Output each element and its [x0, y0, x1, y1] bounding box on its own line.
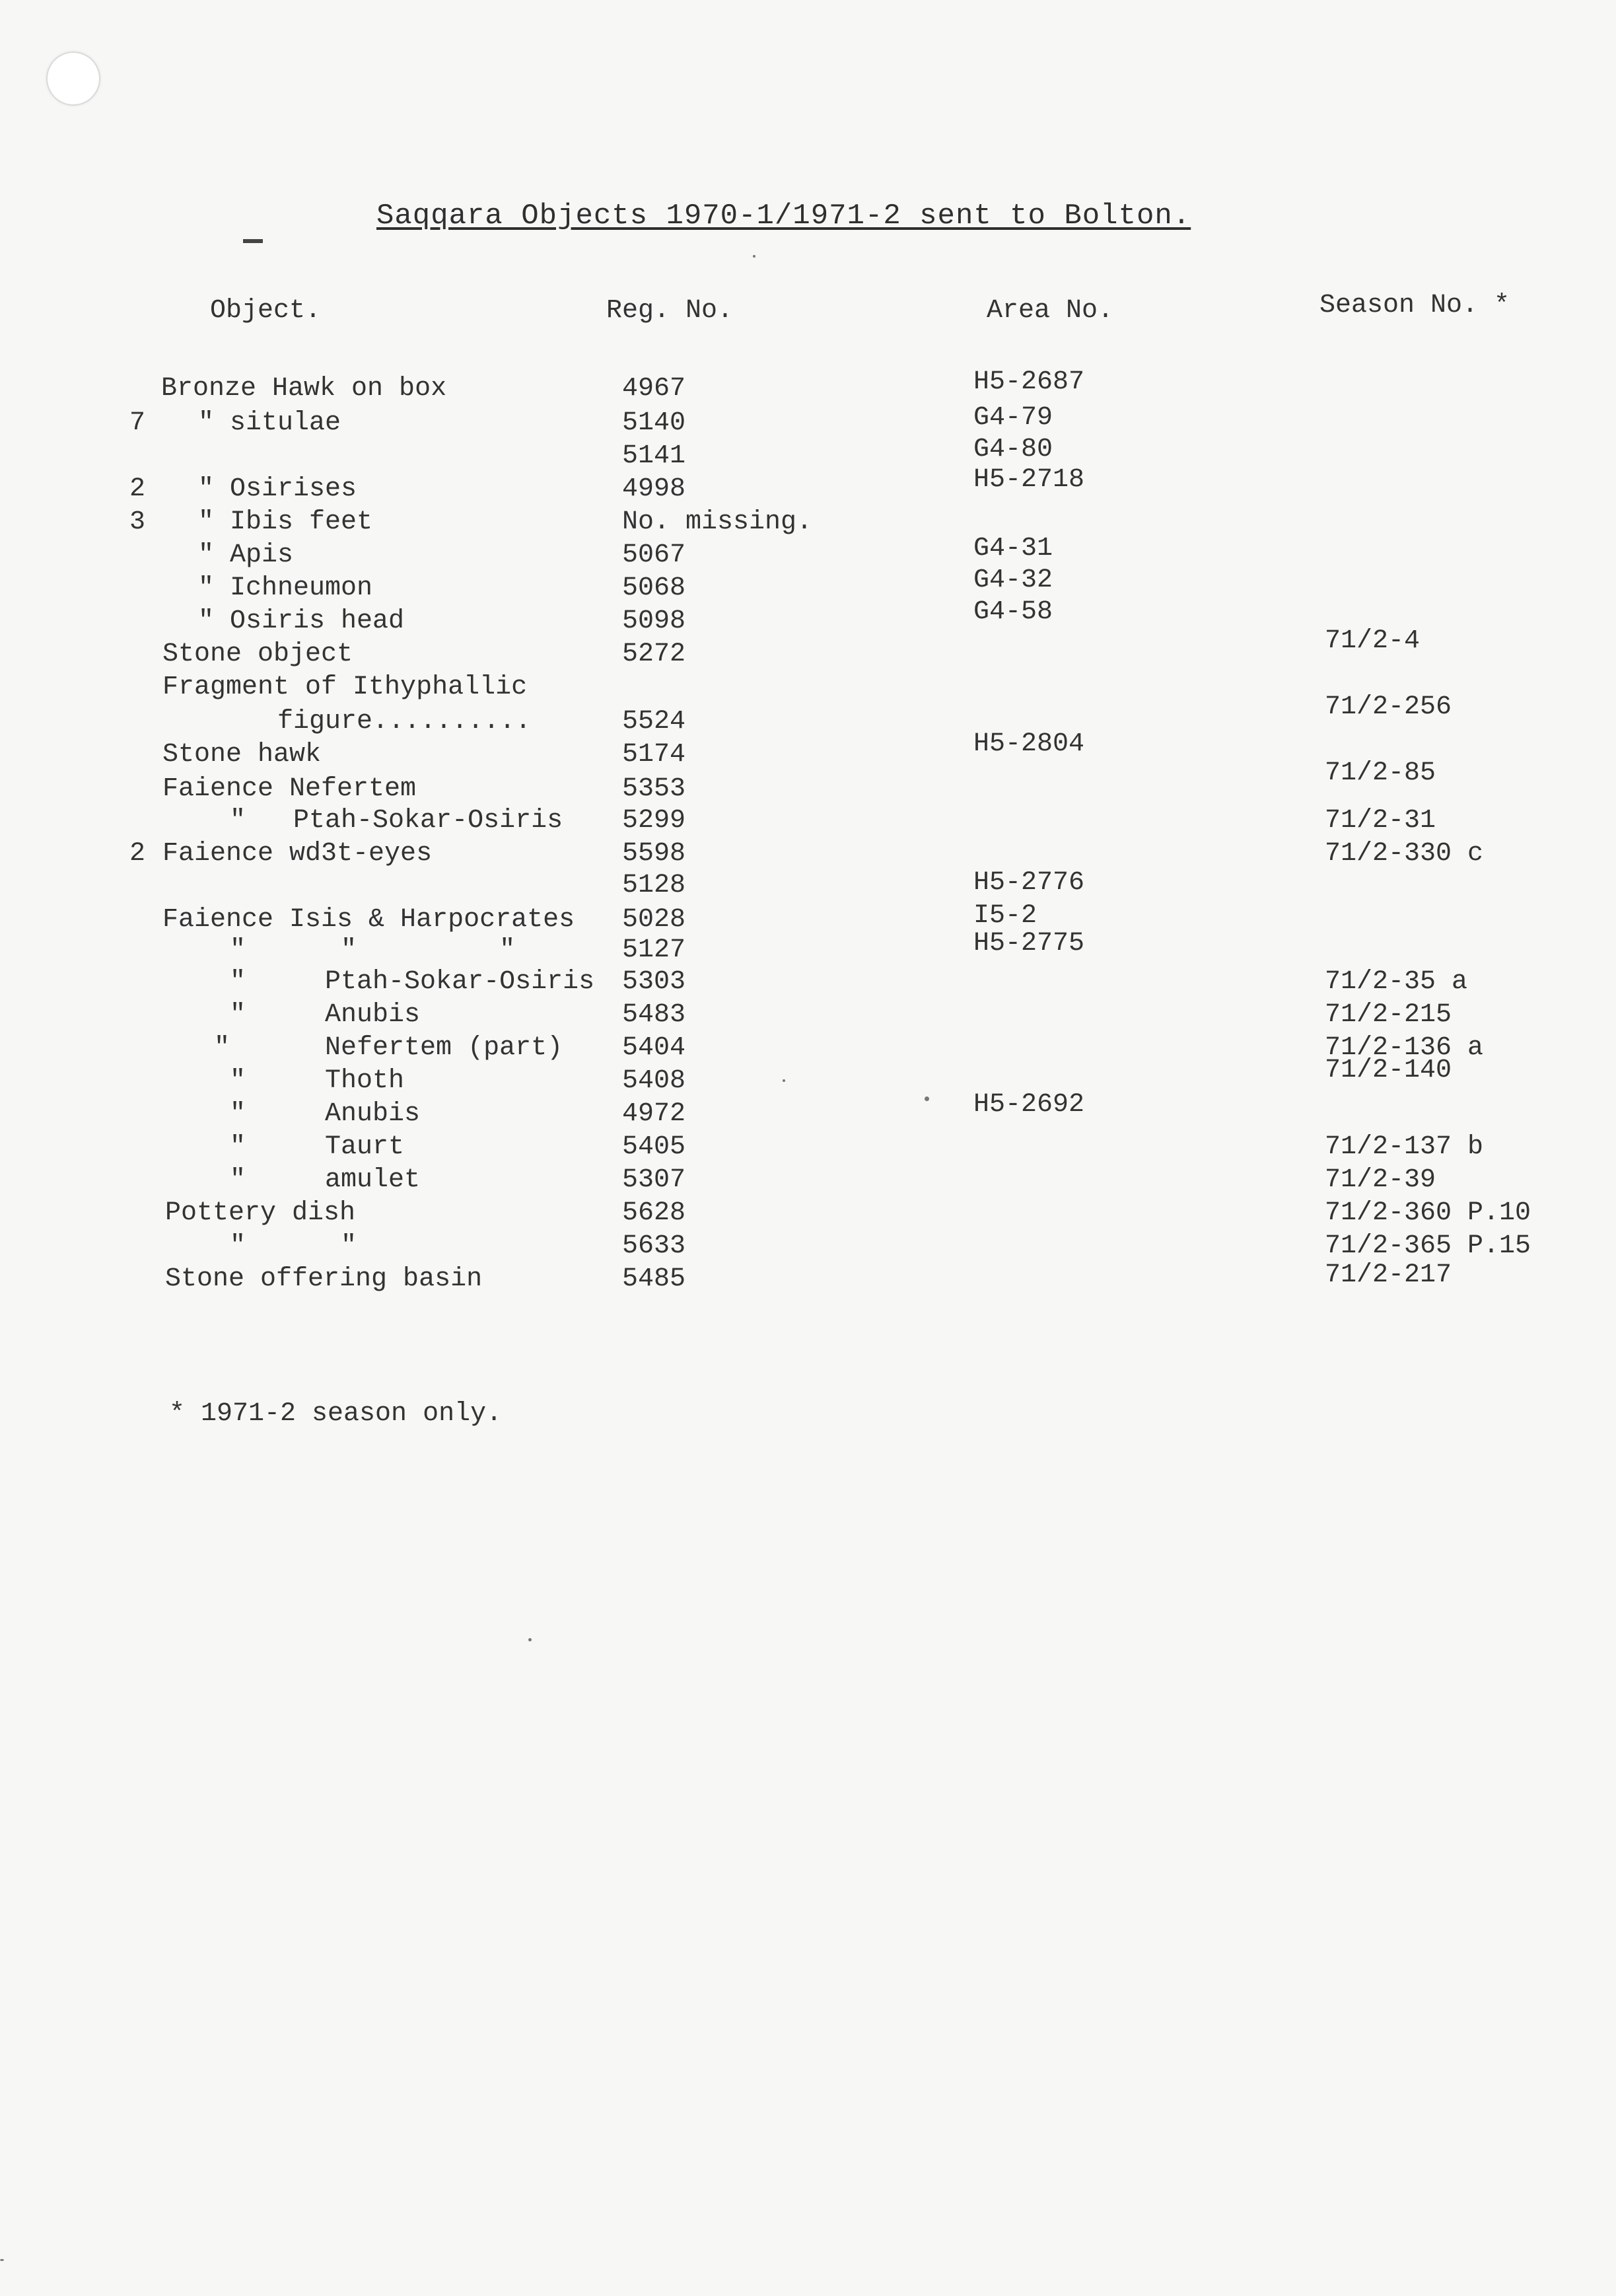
table-row — [0, 507, 1616, 540]
row-qty: 3 — [129, 507, 146, 537]
row-season: 71/2-4 — [1325, 626, 1421, 656]
row-object: " " " — [198, 935, 516, 965]
table-row — [0, 1056, 1616, 1099]
table-row — [0, 901, 1616, 938]
row-reg: 5303 — [622, 967, 686, 997]
row-area: I5-2 — [973, 901, 1037, 931]
table-row — [0, 565, 1616, 606]
row-reg: 5408 — [622, 1066, 686, 1096]
row-reg: 4972 — [622, 1099, 686, 1129]
row-reg: 5628 — [622, 1198, 686, 1228]
row-area: H5-2687 — [973, 367, 1085, 397]
table-row — [0, 839, 1616, 872]
row-season: 71/2-360 P.10 — [1325, 1198, 1531, 1228]
row-season: 71/2-365 P.15 — [1325, 1231, 1531, 1261]
row-area: G4-31 — [973, 534, 1053, 563]
row-object: Faience Nefertem — [162, 774, 417, 804]
row-area: H5-2775 — [973, 929, 1085, 958]
row-reg: 5598 — [622, 839, 686, 869]
row-object: figure.......... — [198, 707, 532, 736]
row-reg: 5128 — [622, 871, 686, 900]
table-row — [0, 465, 1616, 507]
row-object: " situlae — [198, 408, 341, 438]
row-reg: 4998 — [622, 474, 686, 504]
paper-speck — [783, 1079, 785, 1082]
row-object: Stone hawk — [162, 740, 322, 770]
row-qty: 2 — [129, 474, 146, 504]
header-season-no: Season No. * — [1319, 291, 1510, 320]
table-row — [0, 692, 1616, 740]
row-area: G4-58 — [973, 597, 1053, 627]
row-object: " Osiris head — [198, 606, 405, 636]
row-object: Pottery dish — [165, 1198, 356, 1228]
row-object: " Ptah-Sokar-Osiris — [198, 806, 563, 836]
page-title: Saqqara Objects 1970-1/1971-2 sent to Bolton. — [376, 199, 1191, 233]
paper-speck — [528, 1638, 532, 1641]
row-area: H5-2776 — [973, 868, 1085, 898]
table-row — [0, 367, 1616, 407]
table-row — [0, 403, 1616, 441]
row-reg: 5141 — [622, 441, 686, 471]
row-area: H5-2718 — [973, 465, 1085, 495]
table-row — [0, 1165, 1616, 1198]
row-season: 71/2-217 — [1325, 1260, 1452, 1290]
row-season: 71/2-85 — [1325, 758, 1436, 788]
row-reg: 5307 — [622, 1165, 686, 1195]
row-reg: 5353 — [622, 774, 686, 804]
table-row — [0, 534, 1616, 573]
table-row — [0, 435, 1616, 474]
table-row — [0, 967, 1616, 1000]
row-season: 71/2-330 c — [1325, 839, 1484, 869]
footnote: * 1971-2 season only. — [169, 1399, 503, 1429]
row-object: Stone object — [162, 639, 353, 669]
row-object: " Ptah-Sokar-Osiris — [198, 967, 595, 997]
table-row — [0, 1132, 1616, 1165]
row-reg: 5524 — [622, 707, 686, 736]
row-season: 71/2-136 a — [1325, 1033, 1484, 1063]
row-season: 71/2-140 — [1325, 1056, 1452, 1085]
row-object: " Anubis — [198, 1000, 421, 1030]
header-reg-no: Reg. No. — [606, 296, 734, 326]
header-object: Object. — [210, 296, 322, 326]
row-object: " amulet — [198, 1165, 421, 1195]
row-object: Faience wd3t-eyes — [162, 839, 433, 869]
row-object: Faience Isis & Harpocrates — [162, 905, 575, 935]
paper-speck — [753, 255, 755, 258]
row-object: " Osirises — [198, 474, 357, 504]
row-reg: 5067 — [622, 540, 686, 570]
row-reg: 5405 — [622, 1132, 686, 1162]
row-reg: 4967 — [622, 374, 686, 404]
row-reg: 5485 — [622, 1264, 686, 1294]
row-area: G4-79 — [973, 403, 1053, 433]
row-reg: 5068 — [622, 573, 686, 603]
row-area: G4-80 — [973, 435, 1053, 464]
row-season: 71/2-39 — [1325, 1165, 1436, 1195]
row-season: 71/2-256 — [1325, 692, 1452, 722]
row-object: " Apis — [198, 540, 294, 570]
table-row — [0, 1090, 1616, 1132]
row-season: 71/2-31 — [1325, 806, 1436, 836]
row-season: 71/2-215 — [1325, 1000, 1452, 1030]
row-area: G4-32 — [973, 565, 1053, 595]
row-object: Stone offering basin — [165, 1264, 483, 1294]
table-row — [0, 1000, 1616, 1033]
row-reg: 5098 — [622, 606, 686, 636]
row-object: " " — [198, 1231, 357, 1261]
table-row — [0, 1198, 1616, 1231]
table-row — [0, 868, 1616, 904]
row-reg: 5127 — [622, 935, 686, 965]
row-qty: 2 — [129, 839, 146, 869]
row-object: " Thoth — [198, 1066, 405, 1096]
row-object: " Nefertem (part) — [198, 1033, 563, 1063]
row-object: Bronze Hawk on box — [161, 374, 447, 404]
header-area-no: Area No. — [987, 296, 1114, 326]
paper-speck — [925, 1096, 929, 1101]
row-qty: 7 — [129, 408, 146, 438]
row-reg: 5633 — [622, 1231, 686, 1261]
row-reg: No. missing. — [622, 507, 813, 537]
row-object: " Anubis — [198, 1099, 421, 1129]
row-object: " Taurt — [198, 1132, 405, 1162]
table-row — [0, 929, 1616, 968]
row-reg: 5174 — [622, 740, 686, 770]
row-reg: 5404 — [622, 1033, 686, 1063]
row-season: 71/2-35 a — [1325, 967, 1468, 997]
row-reg: 5272 — [622, 639, 686, 669]
row-object: Fragment of Ithyphallic — [162, 672, 528, 702]
row-reg: 5483 — [622, 1000, 686, 1030]
row-object: " Ibis feet — [198, 507, 373, 537]
table-row — [0, 1231, 1616, 1264]
row-object: " Ichneumon — [198, 573, 373, 603]
table-row — [0, 626, 1616, 672]
row-area: H5-2804 — [973, 729, 1085, 759]
table-row — [0, 758, 1616, 807]
table-row — [0, 806, 1616, 839]
row-reg: 5140 — [622, 408, 686, 438]
row-area: H5-2692 — [973, 1090, 1085, 1120]
row-season: 71/2-137 b — [1325, 1132, 1484, 1162]
paper-speck — [0, 2259, 4, 2261]
table-row — [0, 1260, 1616, 1297]
row-reg: 5299 — [622, 806, 686, 836]
row-reg: 5028 — [622, 905, 686, 935]
